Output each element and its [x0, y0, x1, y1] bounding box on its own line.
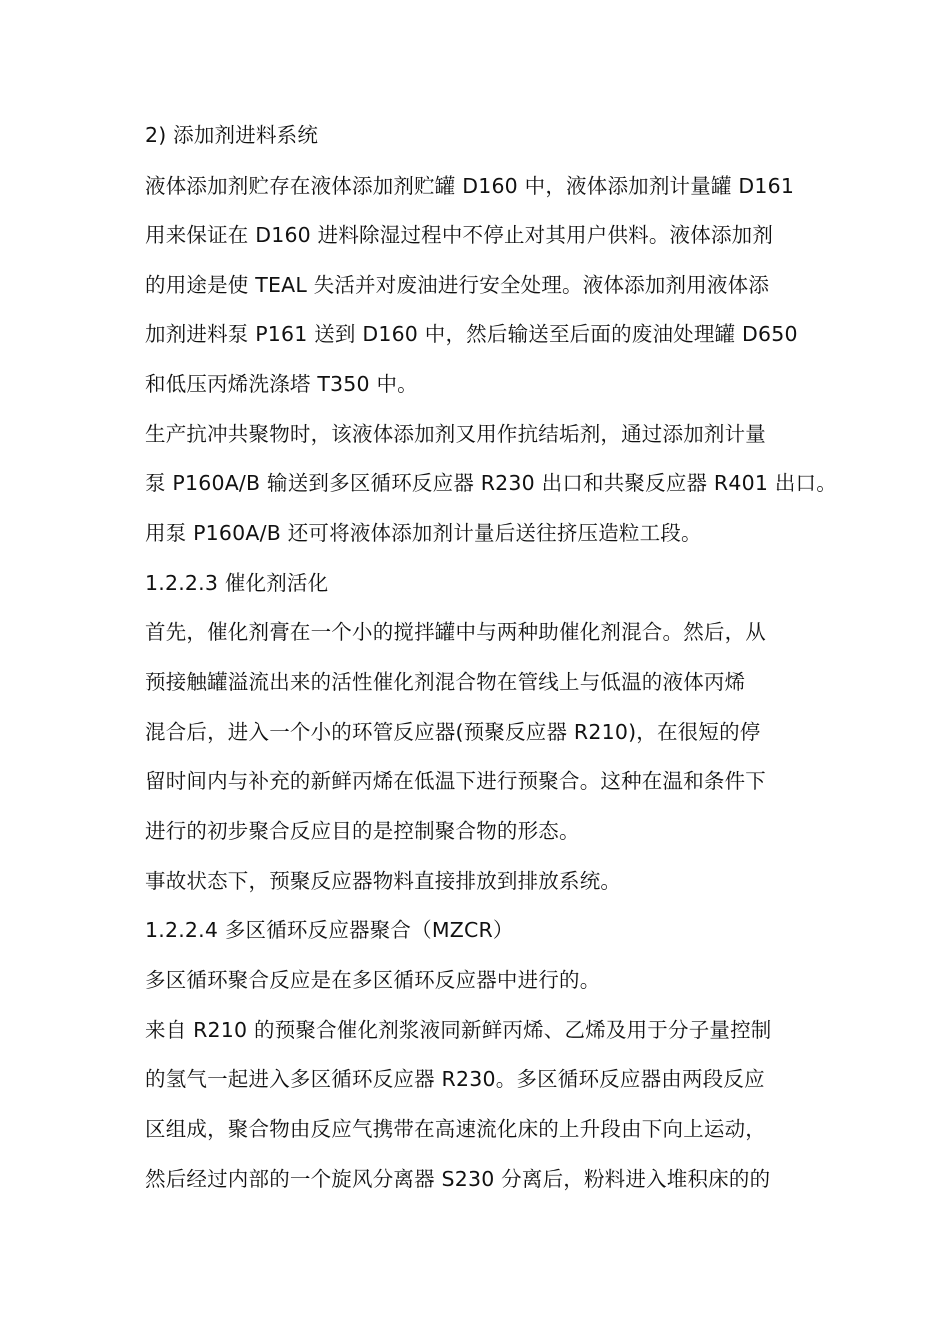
section-heading-catalyst-activation: 1.2.2.3 催化剂活化	[145, 571, 329, 595]
paragraph-line: 预接触罐溢流出来的活性催化剂混合物在管线上与低温的液体丙烯	[145, 670, 746, 694]
paragraph-line: 多区循环聚合反应是在多区循环反应器中进行的。	[145, 968, 601, 992]
paragraph-line: 进行的初步聚合反应目的是控制聚合物的形态。	[145, 819, 580, 843]
paragraph-line: 加剂进料泵 P161 送到 D160 中，然后输送至后面的废油处理罐 D650	[145, 322, 798, 346]
paragraph-line: 事故状态下，预聚反应器物料直接排放到排放系统。	[145, 869, 622, 893]
paragraph-line: 用泵 P160A/B 还可将液体添加剂计量后送往挤压造粒工段。	[145, 521, 702, 545]
paragraph-line: 液体添加剂贮存在液体添加剂贮罐 D160 中，液体添加剂计量罐 D161	[145, 174, 795, 198]
paragraph-line: 混合后，进入一个小的环管反应器(预聚反应器 R210)，在很短的停	[145, 720, 761, 744]
paragraph-line: 来自 R210 的预聚合催化剂浆液同新鲜丙烯、乙烯及用于分子量控制	[145, 1018, 772, 1042]
section-heading-additive-feed: 2) 添加剂进料系统	[145, 123, 319, 147]
paragraph-line: 泵 P160A/B 输送到多区循环反应器 R230 出口和共聚反应器 R401 出口。	[145, 471, 837, 495]
paragraph-line: 区组成，聚合物由反应气携带在高速流化床的上升段由下向上运动，	[145, 1117, 766, 1141]
paragraph-line: 首先，催化剂膏在一个小的搅拌罐中与两种助催化剂混合。然后，从	[145, 620, 766, 644]
section-heading-mzcr: 1.2.2.4 多区循环反应器聚合（MZCR）	[145, 918, 514, 942]
paragraph-line: 的用途是使 TEAL 失活并对废油进行安全处理。液体添加剂用液体添	[145, 273, 770, 297]
paragraph-line: 的氢气一起进入多区循环反应器 R230。多区循环反应器由两段反应	[145, 1067, 765, 1091]
paragraph-line: 生产抗冲共聚物时，该液体添加剂又用作抗结垢剂，通过添加剂计量	[145, 422, 766, 446]
paragraph-line: 和低压丙烯洗涤塔 T350 中。	[145, 372, 418, 396]
paragraph-line: 用来保证在 D160 进料除湿过程中不停止对其用户供料。液体添加剂	[145, 223, 774, 247]
paragraph-line: 留时间内与补充的新鲜丙烯在低温下进行预聚合。这种在温和条件下	[145, 769, 766, 793]
paragraph-line: 然后经过内部的一个旋风分离器 S230 分离后，粉料进入堆积床的的	[145, 1167, 771, 1191]
